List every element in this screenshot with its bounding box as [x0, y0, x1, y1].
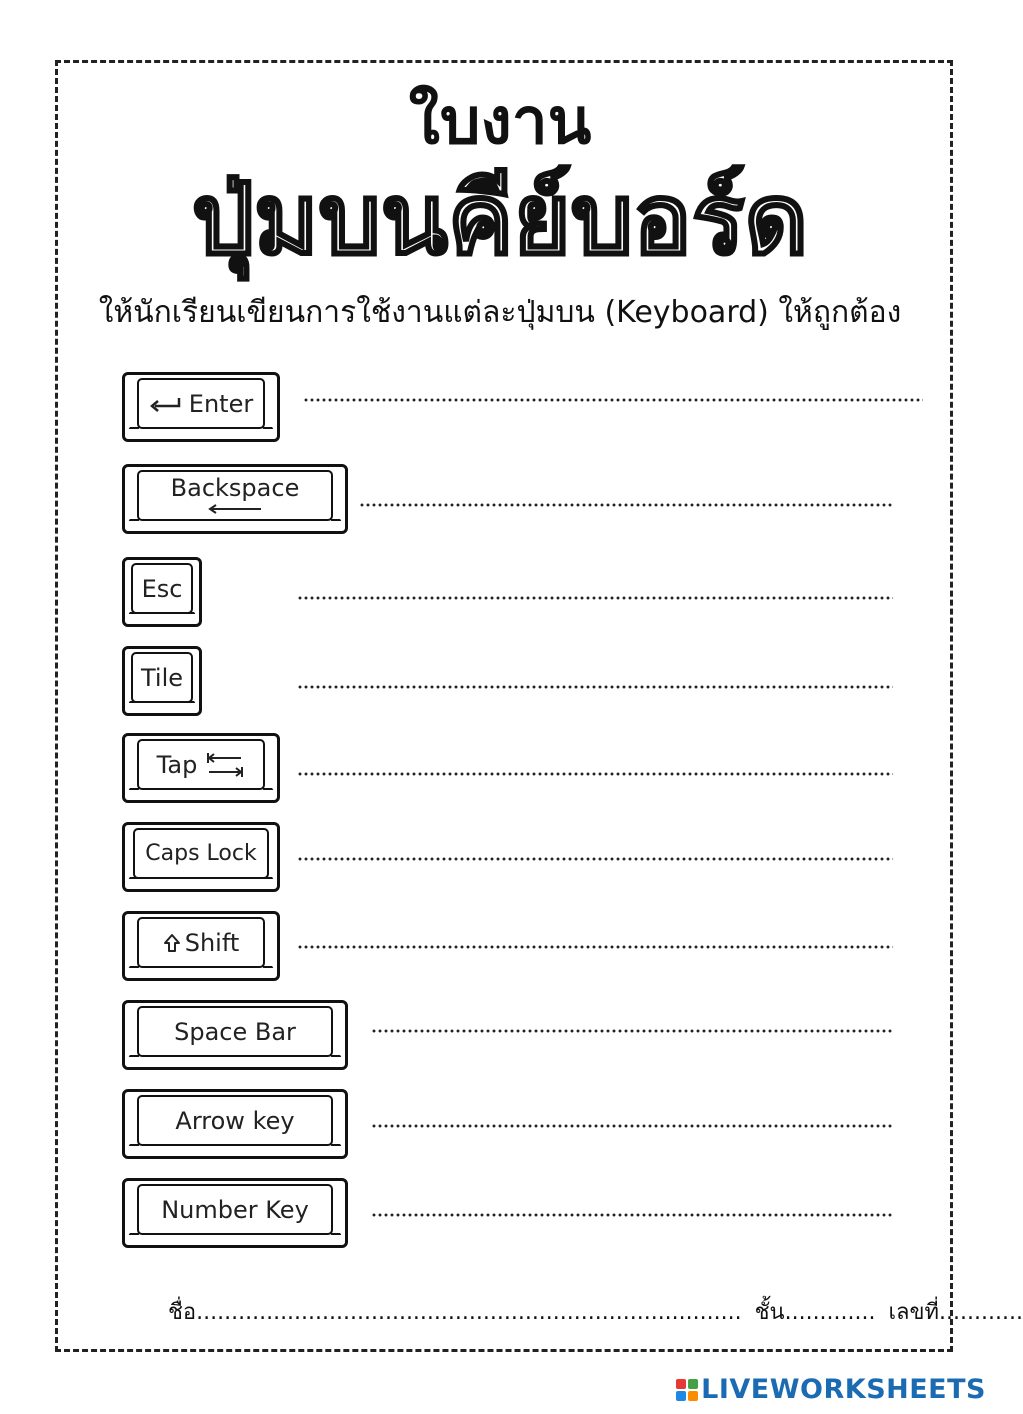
class-field[interactable]: ชั้น.............	[754, 1300, 876, 1325]
key-backspace	[122, 464, 348, 534]
liveworksheets-grid-icon	[676, 1379, 698, 1401]
answer-line[interactable]	[297, 857, 893, 861]
key-label: Tap	[156, 750, 198, 779]
shift-arrow-icon	[163, 933, 181, 953]
backspace-arrow-icon	[207, 504, 263, 514]
tab-arrows-icon	[205, 751, 245, 779]
key-shift	[122, 911, 280, 981]
answer-line[interactable]	[371, 1029, 893, 1033]
worksheet-title-small: ใบงาน	[408, 85, 592, 159]
key-label: Backspace	[170, 473, 300, 502]
key-enter	[122, 372, 280, 442]
key-label: Shift	[184, 928, 240, 957]
key-label: Arrow key	[137, 1095, 333, 1146]
instruction-text: ให้นักเรียนเขียนการใช้งานแต่ละปุ่มบน (Keyboard) ให้ถูกต้อง	[98, 295, 902, 330]
name-field[interactable]: ชื่อ..............................................................................	[168, 1300, 742, 1325]
key-label: Number Key	[137, 1184, 333, 1235]
answer-line[interactable]	[359, 503, 893, 507]
key-label: Esc	[131, 563, 193, 614]
key-tile	[122, 646, 202, 716]
answer-line[interactable]	[297, 596, 893, 600]
key-space-bar	[122, 1000, 348, 1070]
key-arrow-key	[122, 1089, 348, 1159]
key-number-key	[122, 1178, 348, 1248]
answer-line[interactable]	[297, 772, 893, 776]
liveworksheets-logo	[676, 1374, 986, 1405]
worksheet-title-big: ปุ่มบนคีย์บอร์ด	[191, 163, 809, 277]
answer-line[interactable]	[297, 685, 893, 689]
answer-line[interactable]	[371, 1213, 893, 1217]
enter-arrow-icon	[149, 395, 183, 413]
key-label: Caps Lock	[133, 828, 269, 879]
student-info-line	[168, 1294, 1023, 1329]
key-esc	[122, 557, 202, 627]
key-label: Space Bar	[137, 1006, 333, 1057]
brand-name: LIVEWORKSHEETS	[701, 1374, 986, 1405]
key-label: Tile	[131, 652, 193, 703]
key-label: Enter	[188, 389, 254, 418]
answer-line[interactable]	[297, 945, 893, 949]
key-caps-lock	[122, 822, 280, 892]
answer-line[interactable]	[303, 398, 923, 402]
key-tab	[122, 733, 280, 803]
answer-line[interactable]	[371, 1124, 893, 1128]
number-field[interactable]: เลขที่............	[888, 1300, 1023, 1325]
